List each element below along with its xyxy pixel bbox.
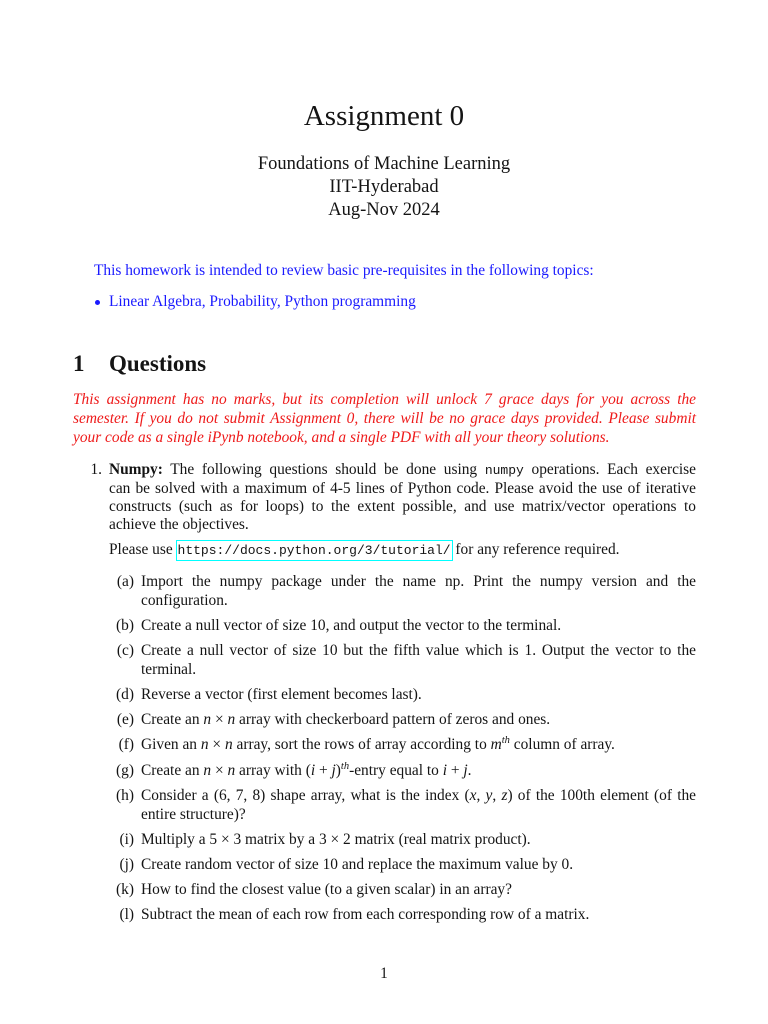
subitem-line: [141, 761, 696, 780]
section-title: Questions: [109, 351, 207, 376]
text-run: Please use: [109, 541, 177, 558]
question-number: 1.: [90, 461, 102, 478]
math-variable: x: [469, 787, 477, 804]
text-run: ) of the 100th element (of the: [507, 787, 697, 804]
question-heading: Numpy:: [109, 461, 163, 478]
subitem-line: [141, 710, 696, 729]
reference-line: [109, 540, 696, 559]
math-variable: n: [203, 762, 212, 779]
math-variable: n: [227, 762, 236, 779]
subitem-label: (a): [116, 573, 134, 590]
subitem-line: Reverse a vector (first element becomes last).: [141, 686, 422, 703]
text-run: for any reference required.: [451, 541, 620, 558]
tutorial-link[interactable]: https://docs.python.org/3/tutorial/: [177, 543, 451, 558]
text-run: array with checkerboard pattern of zeros and ones.: [235, 711, 551, 728]
subitem-line: Create a null vector of size 10 but the fifth value which is 1. Output the vector to the: [141, 642, 696, 659]
subitem-line: terminal.: [141, 661, 197, 678]
math-variable: n: [200, 736, 209, 753]
question-line: [109, 460, 696, 479]
course-name: Foundations of Machine Learning: [257, 154, 511, 174]
subitem-label: (i): [119, 831, 134, 848]
math-variable: y: [485, 787, 493, 804]
text-run: ): [335, 762, 341, 779]
question-line: constructs (such as for loops) to the extent possible, and use matrix/vector operations to: [109, 498, 696, 515]
subitem-line: How to find the closest value (to a given scalar) in an array?: [141, 881, 512, 898]
inline-code: numpy: [484, 463, 524, 478]
math-variable: i: [442, 762, 447, 779]
subitem-label: (k): [116, 881, 134, 898]
question-line: can be solved with a maximum of 4-5 lines of Python code. Please avoid the use of iterative: [109, 480, 696, 497]
math-operator: +: [446, 762, 464, 779]
intro-text: This homework is intended to review basic pre-requisites in the following topics:: [94, 262, 594, 279]
text-run: Consider a (6, 7, 8) shape array, what is the index (: [141, 787, 470, 804]
math-variable: m: [490, 736, 502, 753]
bullet-icon: [95, 300, 100, 305]
superscript: th: [501, 735, 510, 746]
text-run: ,: [492, 787, 502, 804]
subitem-line: [141, 786, 696, 805]
subitem-label: (d): [116, 686, 134, 703]
subitem-line: configuration.: [141, 592, 228, 609]
subitem-line: [141, 735, 696, 754]
subitem-line: Subtract the mean of each row from each corresponding row of a matrix.: [141, 906, 590, 923]
notice-line: This assignment has no marks, but its completion will unlock 7 grace days for you across the: [73, 391, 696, 408]
text-run: Given an: [141, 736, 201, 753]
subitem-label: (j): [119, 856, 134, 873]
subitem-label: (e): [116, 711, 134, 728]
notice-line: your code as a single iPynb notebook, and a single PDF with all your theory solutions.: [73, 429, 610, 446]
superscript: th: [340, 761, 350, 772]
subitem-line: Create a null vector of size 10, and output the vector to the terminal.: [141, 617, 562, 634]
subitem-line: entire structure)?: [141, 806, 246, 823]
math-variable: i: [310, 762, 316, 779]
text-run: array, sort the rows of array according to: [232, 736, 491, 753]
subitem-line: Multiply a 5 × 3 matrix by a 3 × 2 matrix (real matrix product).: [141, 831, 531, 848]
term: Aug-Nov 2024: [328, 200, 440, 220]
section-number: 1: [73, 351, 85, 376]
subitem-label: (g): [116, 762, 134, 779]
math-operator: ×: [211, 762, 228, 779]
text-run: .: [467, 762, 472, 779]
text-run: Create an: [141, 711, 204, 728]
text-run: operations. Each exercise: [523, 461, 696, 478]
math-variable: j: [331, 762, 336, 779]
math-operator: +: [315, 762, 332, 779]
text-run: ,: [476, 787, 486, 804]
subitem-line: Import the numpy package under the name np. Print the numpy version and the: [141, 573, 696, 590]
math-variable: n: [224, 736, 233, 753]
text-run: Create an: [141, 762, 204, 779]
text-run: array with (: [235, 762, 311, 779]
topic-list-item: Linear Algebra, Probability, Python programming: [109, 293, 416, 310]
text-run: The following questions should be done using: [162, 461, 485, 478]
institute-name: IIT-Hyderabad: [329, 177, 439, 197]
text-run: column of array.: [509, 736, 615, 753]
math-variable: n: [203, 711, 212, 728]
subitem-line: Create random vector of size 10 and replace the maximum value by 0.: [141, 856, 574, 873]
subitem-label: (f): [118, 736, 134, 753]
text-run: -entry equal to: [349, 762, 443, 779]
notice-line: semester. If you do not submit Assignment 0, there will be no grace days provided. Please submit: [73, 410, 696, 427]
question-line: achieve the objectives.: [109, 516, 249, 533]
math-operator: ×: [211, 711, 228, 728]
subitem-label: (b): [116, 617, 134, 634]
math-variable: n: [227, 711, 236, 728]
subitem-label: (l): [119, 906, 134, 923]
math-operator: ×: [208, 736, 225, 753]
math-variable: j: [463, 762, 468, 779]
page-number: 1: [380, 965, 388, 982]
subitem-label: (c): [116, 642, 134, 659]
subitem-label: (h): [116, 787, 134, 804]
math-variable: z: [501, 787, 508, 804]
document-title: Assignment 0: [303, 100, 465, 132]
